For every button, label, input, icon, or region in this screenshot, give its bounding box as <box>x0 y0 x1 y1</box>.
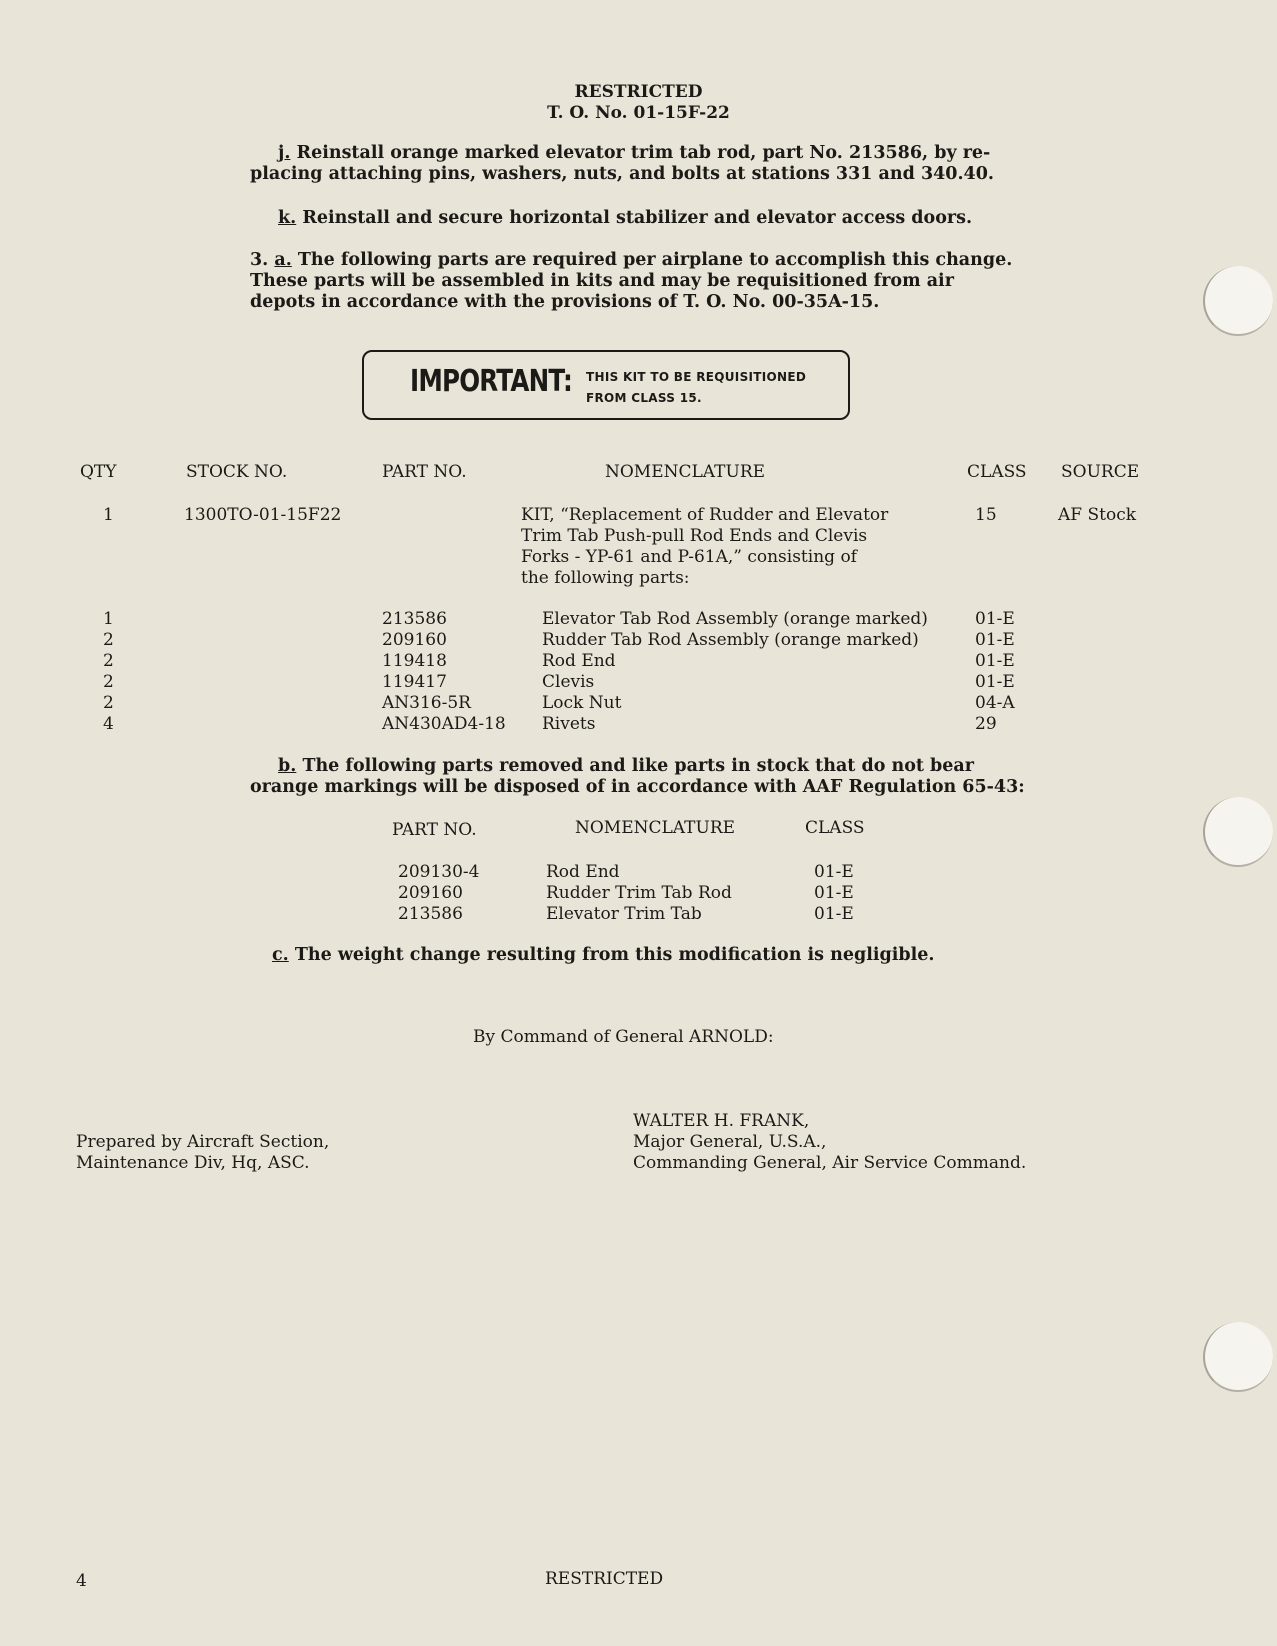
kit-part-number: 119418 <box>382 651 447 671</box>
paragraph-3-number: 3. <box>250 250 269 270</box>
paragraph-a-label: a. <box>274 250 292 270</box>
removed-part-nomenclature: Rod End <box>546 862 620 882</box>
removed-part-class: 01-E <box>814 862 854 882</box>
signatory-title: Commanding General, Air Service Command. <box>633 1153 1027 1173</box>
kit-nomenclature-line2: Trim Tab Push-pull Rod Ends and Clevis <box>521 526 868 546</box>
col-header-class: CLASS <box>967 462 1027 482</box>
kit-part-class: 01-E <box>975 609 1015 629</box>
removed-part-number: 209130-4 <box>398 862 480 882</box>
kit-part-qty: 2 <box>103 672 114 692</box>
removed-part-number: 209160 <box>398 883 463 903</box>
header-to-number: T. O. No. 01-15F-22 <box>547 103 730 123</box>
col-header-stock: STOCK NO. <box>186 462 288 482</box>
paragraph-k <box>278 208 972 229</box>
kit-part-nomenclature: Rudder Tab Rod Assembly (orange marked) <box>542 630 919 650</box>
col-header-source: SOURCE <box>1061 462 1140 482</box>
kit-part-class: 29 <box>975 714 997 734</box>
kit-part-class: 01-E <box>975 630 1015 650</box>
kit-class: 15 <box>975 505 997 525</box>
command-line: By Command of General ARNOLD: <box>473 1027 774 1047</box>
kit-source: AF Stock <box>1058 505 1137 525</box>
kit-part-qty: 2 <box>103 693 114 713</box>
paragraph-c-text: The weight change resulting from this modification is negligible. <box>294 945 935 965</box>
removed-part-nomenclature: Elevator Trim Tab <box>546 904 702 924</box>
paragraph-b-label: b. <box>278 756 297 776</box>
paragraph-j-line2: placing attaching pins, washers, nuts, and bolts at stations 331 and 340.40. <box>250 164 995 184</box>
paragraph-c-label: c. <box>272 945 289 965</box>
kit-part-number: AN430AD4-18 <box>382 714 506 734</box>
kit-part-number: 213586 <box>382 609 447 629</box>
kit-part-qty: 1 <box>103 609 114 629</box>
paragraph-3a-line2: These parts will be assembled in kits and may be requisitioned from air <box>250 271 954 291</box>
paragraph-b-text1: The following parts removed and like parts in stock that do not bear <box>302 756 974 776</box>
removed-col-header-class: CLASS <box>805 818 865 838</box>
signatory-name: WALTER H. FRANK, <box>633 1111 810 1131</box>
punch-hole-middle <box>1203 797 1273 867</box>
removed-part-nomenclature: Rudder Trim Tab Rod <box>546 883 732 903</box>
paragraph-k-label: k. <box>278 208 297 228</box>
paragraph-3a-line3: depots in accordance with the provisions of T. O. No. 00-35A-15. <box>250 292 880 312</box>
kit-part-nomenclature: Lock Nut <box>542 693 622 713</box>
important-title: IMPORTANT: <box>410 364 572 399</box>
punch-hole-bottom <box>1203 1322 1273 1392</box>
removed-col-header-part: PART NO. <box>392 820 477 840</box>
removed-col-header-nomenclature: NOMENCLATURE <box>575 818 736 838</box>
header-classification: RESTRICTED <box>574 82 703 102</box>
kit-part-nomenclature: Elevator Tab Rod Assembly (orange marked) <box>542 609 928 629</box>
prepared-by-line2: Maintenance Div, Hq, ASC. <box>76 1153 310 1173</box>
kit-qty: 1 <box>103 505 114 525</box>
kit-nomenclature-line4: the following parts: <box>521 568 690 588</box>
signatory-rank: Major General, U.S.A., <box>633 1132 827 1152</box>
kit-part-qty: 2 <box>103 651 114 671</box>
page-number: 4 <box>76 1571 87 1591</box>
kit-part-nomenclature: Rivets <box>542 714 596 734</box>
paragraph-3a-line1 <box>250 250 1012 271</box>
removed-part-class: 01-E <box>814 883 854 903</box>
col-header-part: PART NO. <box>382 462 467 482</box>
paragraph-j-label: j. <box>278 143 291 163</box>
kit-nomenclature-line1: KIT, “Replacement of Rudder and Elevator <box>521 505 889 525</box>
punch-hole-top <box>1203 266 1273 336</box>
important-notice-box <box>362 350 850 420</box>
kit-nomenclature-line3: Forks - YP-61 and P-61A,” consisting of <box>521 547 857 567</box>
kit-part-number: AN316-5R <box>382 693 471 713</box>
paragraph-b-line2: orange markings will be disposed of in accordance with AAF Regulation 65-43: <box>250 777 1025 797</box>
kit-part-number: 209160 <box>382 630 447 650</box>
kit-part-nomenclature: Clevis <box>542 672 595 692</box>
kit-part-nomenclature: Rod End <box>542 651 616 671</box>
col-header-nomenclature: NOMENCLATURE <box>605 462 766 482</box>
paragraph-c <box>272 945 934 966</box>
paragraph-j-line1 <box>278 143 990 164</box>
removed-part-number: 213586 <box>398 904 463 924</box>
kit-part-number: 119417 <box>382 672 447 692</box>
prepared-by-line1: Prepared by Aircraft Section, <box>76 1132 330 1152</box>
paragraph-j-text1: Reinstall orange marked elevator trim tab rod, part No. 213586, by re- <box>296 143 991 163</box>
kit-stock-number: 1300TO-01-15F22 <box>184 505 342 525</box>
kit-part-class: 01-E <box>975 651 1015 671</box>
paragraph-k-text: Reinstall and secure horizontal stabilizer and elevator access doors. <box>302 208 973 228</box>
kit-part-qty: 4 <box>103 714 114 734</box>
important-line1: THIS KIT TO BE REQUISITIONED <box>586 370 807 384</box>
footer-classification: RESTRICTED <box>545 1569 664 1589</box>
col-header-qty: QTY <box>80 462 117 482</box>
removed-part-class: 01-E <box>814 904 854 924</box>
important-line2: FROM CLASS 15. <box>586 391 702 405</box>
kit-part-class: 01-E <box>975 672 1015 692</box>
paragraph-a-text1: The following parts are required per airplane to accomplish this change. <box>297 250 1013 270</box>
kit-part-qty: 2 <box>103 630 114 650</box>
paragraph-b-line1 <box>278 756 974 777</box>
kit-part-class: 04-A <box>975 693 1015 713</box>
